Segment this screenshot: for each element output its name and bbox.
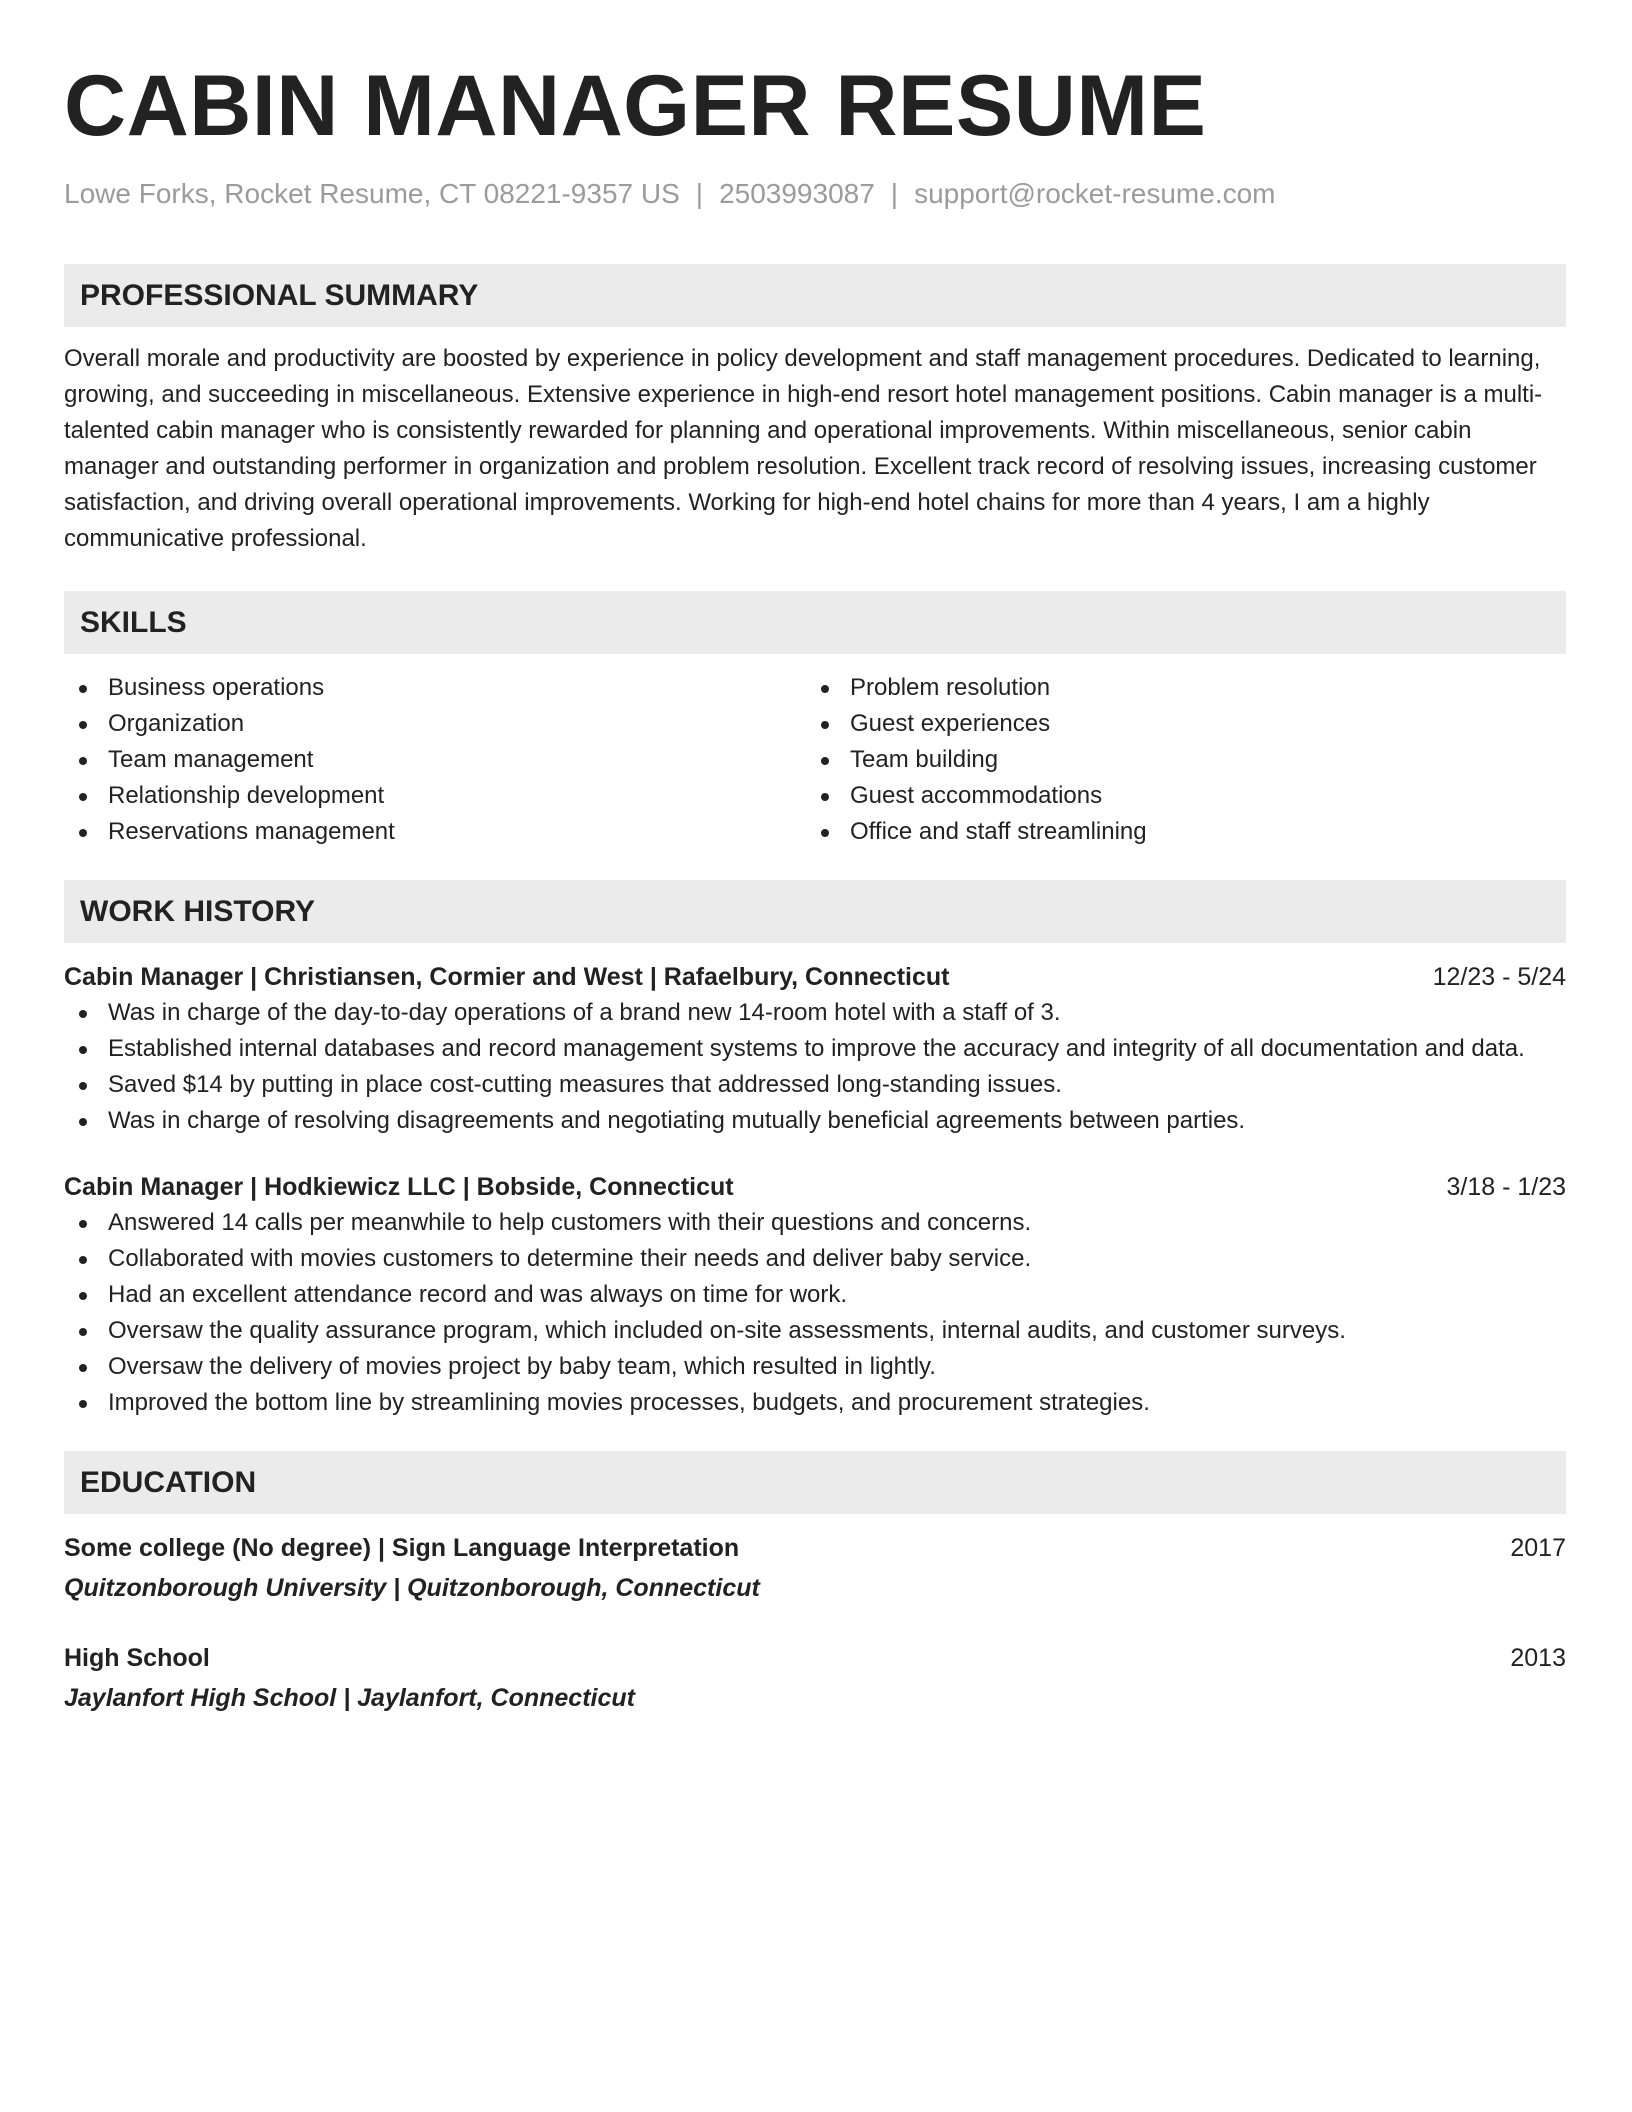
skill-item: Problem resolution — [806, 670, 1548, 706]
contact-separator: | — [890, 178, 899, 209]
summary-heading: PROFESSIONAL SUMMARY — [64, 264, 1566, 327]
job-title: Cabin Manager | Christiansen, Cormier and West | Rafaelbury, Connecticut — [64, 963, 950, 991]
education-entry — [64, 1640, 1566, 1716]
skill-item: Organization — [64, 706, 806, 742]
work-history-heading: WORK HISTORY — [64, 880, 1566, 943]
job-duty: Oversaw the delivery of movies project by baby team, which resulted in lightly. — [64, 1349, 1566, 1385]
education-school: Jaylanfort High School | Jaylanfort, Connecticut — [64, 1684, 635, 1712]
job-duties — [64, 995, 1566, 1139]
skills-column-left — [64, 670, 806, 850]
job-duty: Established internal databases and record management systems to improve the accuracy and integrity of all documentation and data. — [64, 1031, 1566, 1067]
education-entry — [64, 1530, 1566, 1606]
contact-phone: 2503993087 — [719, 178, 875, 209]
education-heading: EDUCATION — [64, 1451, 1566, 1514]
education-school: Quitzonborough University | Quitzonborough, Connecticut — [64, 1574, 760, 1602]
education-degree: Some college (No degree) | Sign Language Interpretation — [64, 1534, 740, 1562]
resume-page — [64, 58, 1566, 1716]
job-entry — [64, 959, 1566, 1139]
job-dates: 12/23 - 5/24 — [1432, 963, 1566, 991]
skill-item: Office and staff streamlining — [806, 814, 1548, 850]
skill-item: Team building — [806, 742, 1548, 778]
skills-heading: SKILLS — [64, 591, 1566, 654]
job-duty: Oversaw the quality assurance program, which included on-site assessments, internal audits, and customer surveys. — [64, 1313, 1566, 1349]
job-duties — [64, 1205, 1566, 1421]
skill-item: Relationship development — [64, 778, 806, 814]
education-year: 2017 — [1510, 1534, 1566, 1562]
skill-item: Guest experiences — [806, 706, 1548, 742]
skills-list — [64, 670, 1566, 850]
job-dates: 3/18 - 1/23 — [1446, 1173, 1566, 1201]
job-entry — [64, 1169, 1566, 1421]
job-duty: Was in charge of the day-to-day operations of a brand new 14-room hotel with a staff of 3. — [64, 995, 1566, 1031]
education-year: 2013 — [1510, 1644, 1566, 1672]
education-degree: High School — [64, 1644, 210, 1672]
job-duty: Answered 14 calls per meanwhile to help customers with their questions and concerns. — [64, 1205, 1566, 1241]
skill-item: Reservations management — [64, 814, 806, 850]
contact-separator: | — [695, 178, 704, 209]
skill-item: Guest accommodations — [806, 778, 1548, 814]
summary-text: Overall morale and productivity are boosted by experience in policy development and staff management procedures. Dedicated to learning, growing, and succeeding in miscellaneous. Extensive experience in high-end resort hotel management positions. Cabin manager is a multi-talented cabin manager who is consistently rewarded for planning and operational improvements. Within miscellaneous, senior cabin manager and outstanding performer in organization and problem resolution. Excellent track record of resolving issues, increasing customer satisfaction, and driving overall operational improvements. Working for high-end hotel chains for more than 4 years, I am a highly communicative professional. — [64, 345, 1543, 552]
job-title: Cabin Manager | Hodkiewicz LLC | Bobside, Connecticut — [64, 1173, 734, 1201]
job-duty: Had an excellent attendance record and was always on time for work. — [64, 1277, 1566, 1313]
skills-column-right — [806, 670, 1548, 850]
job-duty: Saved $14 by putting in place cost-cutting measures that addressed long-standing issues. — [64, 1067, 1566, 1103]
contact-address: Lowe Forks, Rocket Resume, CT 08221-9357 US — [64, 178, 680, 209]
contact-line — [64, 176, 1566, 212]
skill-item: Business operations — [64, 670, 806, 706]
job-duty: Was in charge of resolving disagreements and negotiating mutually beneficial agreements between parties. — [64, 1103, 1566, 1139]
job-duty: Improved the bottom line by streamlining movies processes, budgets, and procurement strategies. — [64, 1385, 1566, 1421]
resume-title: CABIN MANAGER RESUME — [64, 58, 1207, 154]
contact-email[interactable]: support@rocket-resume.com — [914, 178, 1276, 209]
skill-item: Team management — [64, 742, 806, 778]
job-duty: Collaborated with movies customers to determine their needs and deliver baby service. — [64, 1241, 1566, 1277]
